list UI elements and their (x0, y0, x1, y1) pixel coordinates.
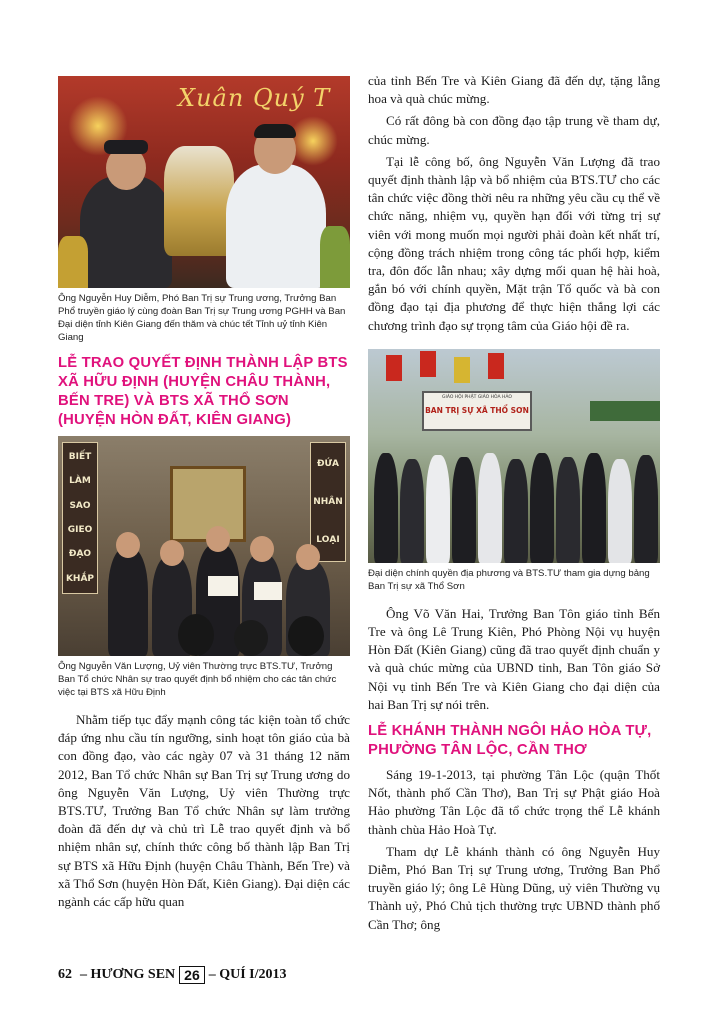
photo-appointment-ceremony (58, 436, 350, 656)
issue-number: 26 (179, 966, 205, 984)
magazine-name: – HƯƠNG SEN (80, 967, 176, 982)
person (374, 453, 398, 563)
section-heading: LỄ KHÁNH THÀNH NGÔI HẢO HÒA TỰ, PHƯỜNG TÂN LỘC, CẦN THƠ (368, 723, 652, 759)
hair (254, 124, 296, 138)
page-footer (58, 966, 287, 984)
body-paragraph: Có rất đông bà con đồng đạo tập trung về tham dự, chúc mừng. (368, 113, 660, 147)
body-paragraph: Ông Võ Văn Hai, Trưởng Ban Tôn giáo tỉnh Bến Tre và ông Lê Trung Kiên, Phó Phòng Nội vụ huyện Hòn Đất (Kiên Giang) cũng đã trao quyết định chuẩn y và quà chúc mừng của UBND tỉnh, Ban Tôn giáo Sở Nội vụ tỉnh Bến Tre và Kiên Giang cho đại diện của hai Ban Trị sự nói trên. (368, 605, 660, 712)
body-paragraph: Sáng 19-1-2013, tại phường Tân Lộc (quận Thốt Nốt, thành phố Cần Thơ), Ban Trị sự Phật giáo Hoà Hảo phường Tân Lộc đã tổ chức trọng thể Lễ khánh thành chùa Hảo Hoà Tự. (368, 767, 660, 837)
sign-text: LÀM (69, 476, 91, 487)
person (400, 459, 424, 563)
flower-pot (58, 236, 88, 288)
flag (420, 351, 436, 377)
sign-text: ĐẠO (68, 549, 92, 560)
person-head (296, 544, 320, 570)
person-head (206, 526, 230, 552)
right-column (368, 72, 660, 938)
photo-caption: Ông Nguyễn Huy Diễm, Phó Ban Trị sự Trung ương, Trưởng Ban Phổ truyền giáo lý cùng đoàn Ban Trị sự Trung ương PGHH và Ban Đại diện tỉnh Kiên Giang đến thăm và chúc tết Tỉnh uỷ tỉnh Kiên Giang (58, 293, 346, 343)
person-head (160, 540, 184, 566)
person (478, 453, 502, 563)
page-number: 62 (58, 967, 72, 982)
signboard-main-text: BAN TRỊ SỰ XÃ THỔ SƠN (425, 405, 529, 415)
banner-sign-right (310, 442, 346, 562)
flag (386, 355, 402, 381)
photo-banner-text: Xuân Quý T (178, 84, 331, 112)
sign-text: KHẮP (65, 573, 95, 584)
sign-text: LOẠI (316, 535, 340, 545)
person (108, 548, 148, 656)
gift-basket (164, 146, 234, 256)
body-paragraph: của tỉnh Bến Tre và Kiên Giang đã đến dự, tặng lẵng hoa và quà chúc mừng. (368, 73, 660, 107)
sign-text: NHÂN (313, 497, 343, 507)
photo-tet-visit (58, 76, 350, 288)
sign-text: ĐỨA (316, 459, 340, 469)
sign-text: BIẾT (68, 452, 92, 463)
left-column (58, 76, 350, 915)
certificate-paper (208, 576, 238, 596)
person (634, 455, 658, 563)
person-right (226, 164, 326, 288)
person (530, 453, 554, 563)
person (556, 457, 580, 563)
person (582, 453, 606, 563)
audience-head (234, 620, 268, 656)
flower-pot (320, 226, 350, 288)
body-paragraph: Nhằm tiếp tục đẩy mạnh công tác kiện toàn tổ chức đáp ứng nhu cầu tín ngưỡng, sinh hoạt tôn giáo của bà con đồng đạo, vào các ngày 07 và 31 tháng 12 năm 2012, Ban Tổ chức Nhân sự Ban Trị sự Trung ương do ông Nguyễn Văn Lượng, Uỷ viên Thường trực BTS.TƯ, Trưởng Ban Tổ chức Nhân sự làm trưởng đoàn đã đến dự và chủ trì Lễ trao quyết định và bổ nhiệm nhân sự, chính thức công bố thành lập Ban Trị sự BTS xã Hữu Định (huyện Châu Thành, Bến Tre) và xã Thổ Sơn (huyện Hòn Đất, Kiên Giang). Đại diện các ngành các cấp hữu quan (58, 712, 350, 910)
signboard (422, 391, 532, 431)
person (452, 457, 476, 563)
audience-head (178, 614, 214, 656)
photo-caption: Ông Nguyễn Văn Lượng, Uỷ viên Thường trực BTS.TƯ, Trưởng Ban Tổ chức Nhân sự trao quyết định bổ nhiệm cho các tân chức việc tại BTS xã Hữu Định (58, 661, 337, 698)
body-paragraph: Tại lễ công bố, ông Nguyễn Văn Lượng đã trao quyết định thành lập và bổ nhiệm của BTS.TƯ cho các tân chức việc đồng thời nêu ra những yêu cầu cụ thể về chức năng, nhiệm vụ, quyền hạn đối với từng trị sự viên với mong muốn mọi người phải đoàn kết nhất trí, cộng đồng trách nhiệm trong công tác phối hợp, kiểm tra, đôn đốc lẫn nhau; xây dựng mối quan hệ hài hoà, gắn bó với chính quyền, Mặt trận Tổ quốc và bà con đồng đạo tại địa phương để thực hiện thắng lợi các chương trình đạo sự trọng tâm của Giáo hội đề ra. (368, 153, 660, 333)
certificate-paper (254, 582, 282, 600)
issue-date: – QUÍ I/2013 (208, 967, 287, 982)
person (608, 459, 632, 563)
turban (104, 140, 148, 154)
blossom-decoration (288, 116, 338, 166)
person-head (116, 532, 140, 558)
photo-caption: Đại diện chính quyền địa phương và BTS.TƯ tham gia dựng bảng Ban Trị sự xã Thổ Sơn (368, 567, 650, 592)
signboard-top-text: GIÁO HỘI PHẬT GIÁO HÒA HẢO (442, 394, 512, 400)
body-paragraph: Tham dự Lễ khánh thành có ông Nguyễn Huy Diễm, Phó Ban Trị sự Trung ương, Trưởng Ban Phổ truyền giáo lý; ông Lê Hùng Dũng, uỷ viên Thường vụ Thành uỷ, Phó Chủ tịch thường trực UBND thành phố Cần Thơ; ông (368, 843, 660, 932)
person-left (80, 176, 172, 288)
sign-text: GIEO (67, 525, 93, 536)
audience-head (288, 616, 324, 656)
person-head (250, 536, 274, 562)
flag (488, 353, 504, 379)
person (426, 455, 450, 563)
green-banner (590, 401, 660, 421)
person (504, 459, 528, 563)
flag (454, 357, 470, 383)
banner-sign-left (62, 442, 98, 594)
photo-signboard-ceremony (368, 349, 660, 563)
section-heading: LỄ TRAO QUYẾT ĐỊNH THÀNH LẬP BTS XÃ HỮU ĐỊNH (HUYỆN CHÂU THÀNH, BẾN TRE) VÀ BTS XÃ THỔ SƠN (HUYỆN HÒN ĐẤT, KIÊN GIANG) (58, 355, 348, 428)
sign-text: SAO (69, 500, 91, 511)
